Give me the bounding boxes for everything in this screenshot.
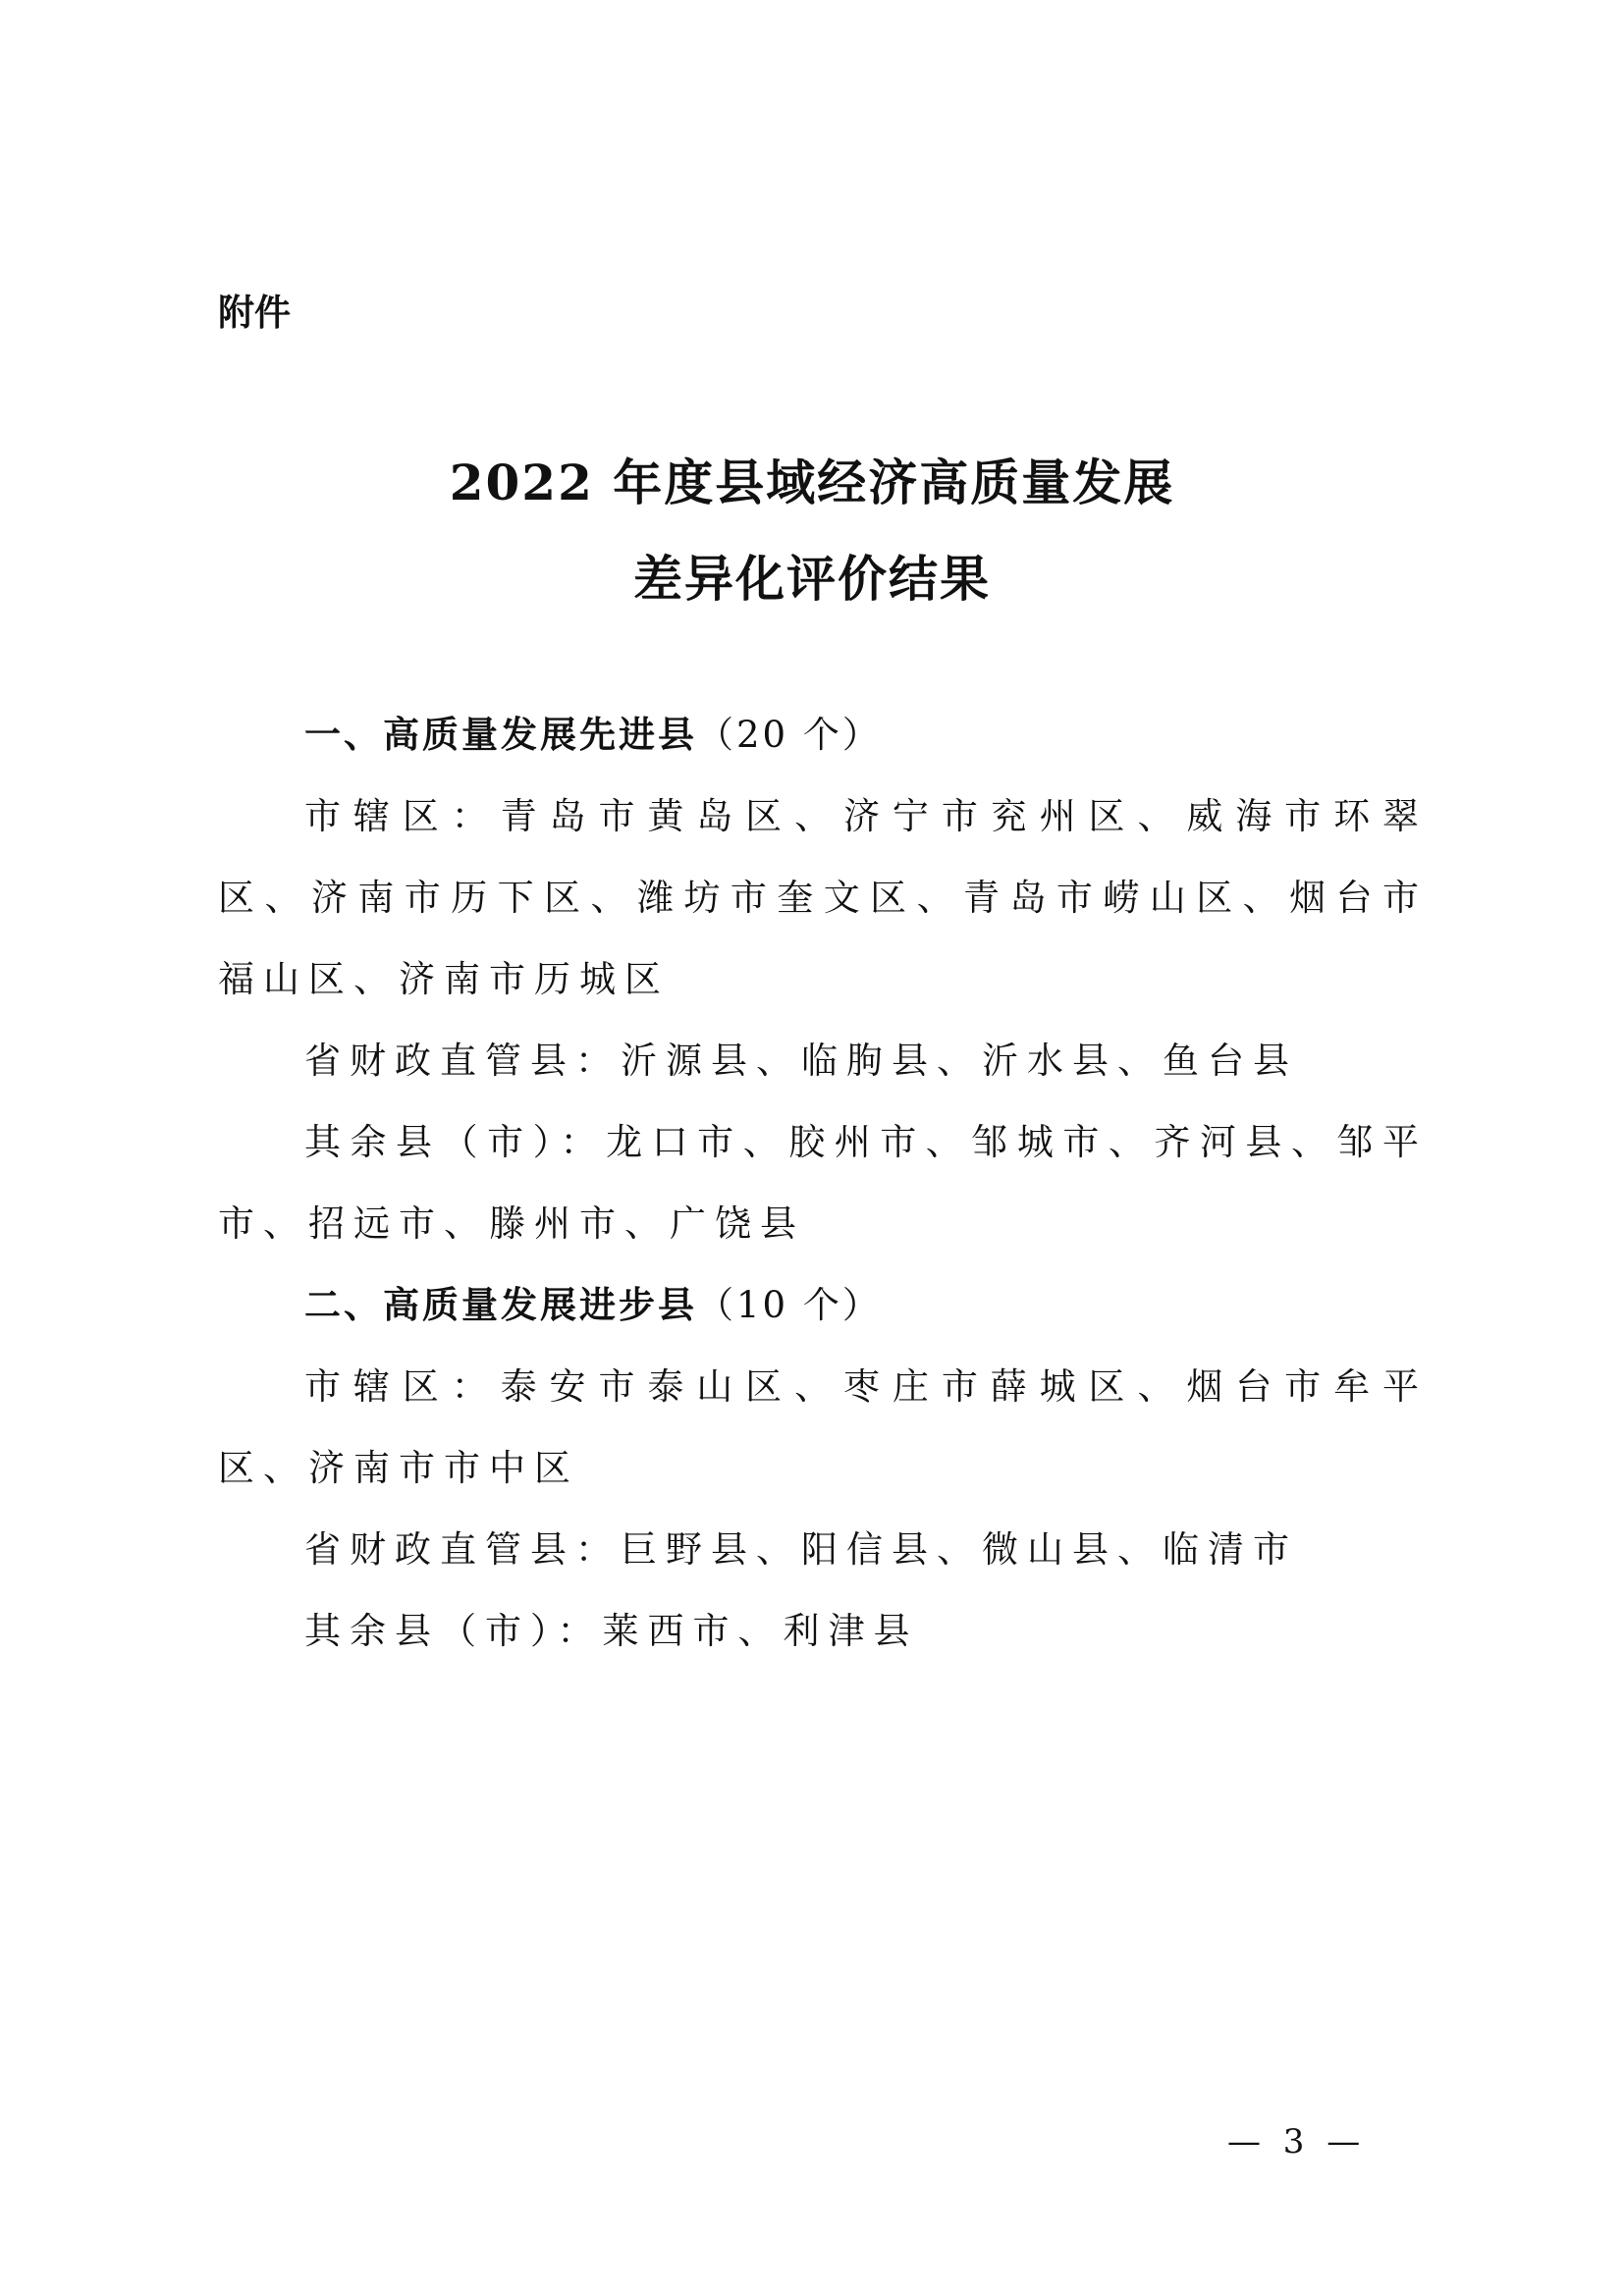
attachment-label: 附件 [218,292,291,334]
section-1-other-county-list: 其余县（市）：龙口市、胶州市、邹城市、齐河县、邹平市、招远市、滕州市、广饶县 [218,1121,1428,1245]
section-heading-text: 一、高质量发展先进县 [304,714,697,756]
section-2-district-list: 市辖区：泰安市泰山区、枣庄市薛城区、烟台市牟平区、济南市市中区 [218,1365,1428,1489]
section-2-heading [218,1264,1428,1346]
section-count: （10 个） [697,1284,882,1326]
page-number: — 3 — [1227,2122,1367,2162]
document-body [218,694,1428,1672]
section-1-heading [218,694,1428,775]
section-heading-text: 二、高质量发展进步县 [304,1284,697,1326]
section-1-district-list: 市辖区：青岛市黄岛区、济宁市兖州区、威海市环翠区、济南市历下区、潍坊市奎文区、青岛市崂山区、烟台市福山区、济南市历城区 [218,795,1428,1000]
section-2-province-direct-list: 省财政直管县：巨野县、阳信县、微山县、临清市 [304,1528,1298,1571]
section-1-province-direct-list: 省财政直管县：沂源县、临朐县、沂水县、鱼台县 [304,1040,1298,1082]
section-2-other-county-list: 其余县（市）：莱西市、利津县 [304,1610,919,1652]
section-count: （20 个） [697,714,882,756]
document-title-line-2: 差异化评价结果 [633,550,991,608]
document-title-line-1: 2022 年度县域经济高质量发展 [449,454,1175,511]
